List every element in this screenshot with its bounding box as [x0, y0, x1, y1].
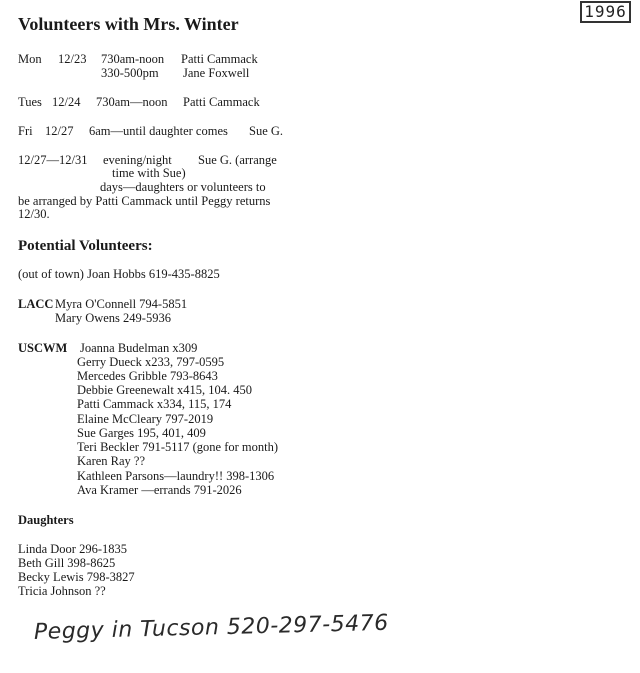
uscwm-contact: Kathleen Parsons—laundry!! 398-1306: [77, 469, 275, 483]
potential-heading: Potential Volunteers:: [18, 238, 153, 254]
schedule-fri-name: Sue G.: [249, 124, 284, 138]
schedule-tues-day: Tues: [18, 95, 42, 109]
uscwm-contact: Sue Garges 195, 401, 409: [77, 426, 206, 440]
uscwm-label: USCWM: [18, 341, 68, 355]
uscwm-contact: Patti Cammack x334, 115, 174: [77, 397, 232, 411]
daughter-contact: Linda Door 296-1835: [18, 542, 128, 556]
uscwm-contact: Debbie Greenewalt x415, 104. 450: [77, 383, 252, 397]
uscwm-contact: Joanna Budelman x309: [80, 341, 198, 355]
uscwm-contact: Mercedes Gribble 793-8643: [77, 369, 218, 383]
uscwm-contact: Gerry Dueck x233, 797-0595: [77, 355, 225, 369]
daughter-contact: Beth Gill 398-8625: [18, 556, 116, 570]
schedule-fri-day: Fri: [18, 124, 33, 138]
schedule-tues-time: 730am—noon: [96, 95, 168, 109]
schedule-mon-name-2: Jane Foxwell: [183, 66, 250, 80]
schedule-fri-time: 6am—until daughter comes: [89, 124, 228, 138]
schedule-range-dates: 12/27—12/31: [18, 153, 88, 167]
lacc-contact-1: Myra O'Connell 794-5851: [55, 297, 188, 311]
lacc-contact-2: Mary Owens 249-5936: [55, 311, 171, 325]
lacc-label: LACC: [18, 297, 54, 311]
schedule-range-evening-note: time with Sue): [112, 166, 186, 180]
schedule-range-arranged-2: 12/30.: [18, 207, 50, 221]
uscwm-contact: Karen Ray ??: [77, 454, 146, 468]
schedule-range-evening-name: Sue G. (arrange: [198, 153, 277, 167]
schedule-range-arranged-1: be arranged by Patti Cammack until Peggy returns: [18, 194, 271, 208]
schedule-tues-date: 12/24: [52, 95, 81, 109]
potential-out-of-town: (out of town) Joan Hobbs 619-435-8825: [18, 267, 220, 281]
uscwm-contact: Elaine McCleary 797-2019: [77, 412, 214, 426]
uscwm-contact: Teri Beckler 791-5117 (gone for month): [77, 440, 279, 454]
schedule-mon-day: Mon: [18, 52, 42, 66]
schedule-range-days-line: days—daughters or volunteers to: [100, 180, 266, 194]
schedule-range-evening: evening/night: [103, 153, 172, 167]
year-annotation: 1996: [580, 1, 631, 23]
schedule-mon-time-2: 330-500pm: [101, 66, 159, 80]
daughter-contact: Becky Lewis 798-3827: [18, 570, 135, 584]
schedule-mon-date: 12/23: [58, 52, 87, 66]
schedule-mon-time-1: 730am-noon: [101, 52, 165, 66]
handwritten-note: Peggy in Tucson 520-297-5476: [33, 610, 389, 645]
daughter-contact: Tricia Johnson ??: [18, 584, 106, 598]
schedule-tues-name: Patti Cammack: [183, 95, 260, 109]
schedule-mon-name-1: Patti Cammack: [181, 52, 258, 66]
page-title: Volunteers with Mrs. Winter: [18, 14, 239, 34]
uscwm-contact: Ava Kramer —errands 791-2026: [77, 483, 242, 497]
schedule-fri-date: 12/27: [45, 124, 74, 138]
daughters-heading: Daughters: [18, 513, 74, 527]
